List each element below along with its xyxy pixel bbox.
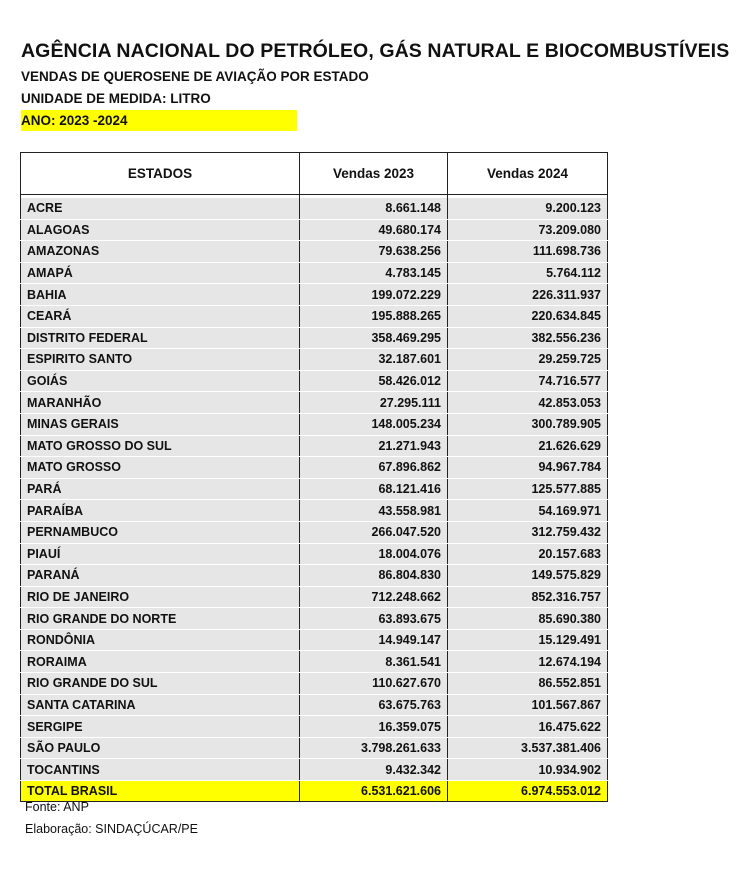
total-row: [21, 781, 608, 802]
state-name: RIO GRANDE DO NORTE: [21, 608, 300, 630]
sales-2024: 86.552.851: [448, 673, 608, 695]
source-note: Fonte: ANP: [25, 800, 89, 814]
sales-2023: 148.005.234: [300, 413, 448, 435]
sales-2023: 14.949.147: [300, 629, 448, 651]
table-row: [21, 457, 608, 479]
sales-2024: 10.934.902: [448, 759, 608, 781]
year-label: ANO: 2023 -2024: [21, 110, 297, 131]
table-row: [21, 262, 608, 284]
sales-2023: 195.888.265: [300, 305, 448, 327]
sales-2023: 63.893.675: [300, 608, 448, 630]
table-row: [21, 759, 608, 781]
state-name: CEARÁ: [21, 305, 300, 327]
state-name: RORAIMA: [21, 651, 300, 673]
state-name: MATO GROSSO DO SUL: [21, 435, 300, 457]
state-name: ACRE: [21, 198, 300, 219]
sales-2023: 67.896.862: [300, 457, 448, 479]
sales-2023: 8.361.541: [300, 651, 448, 673]
state-name: SERGIPE: [21, 716, 300, 738]
table-row: [21, 413, 608, 435]
state-name: TOCANTINS: [21, 759, 300, 781]
sales-2024: 9.200.123: [448, 198, 608, 219]
column-header-estados: ESTADOS: [21, 153, 300, 195]
table-row: [21, 370, 608, 392]
state-name: ESPIRITO SANTO: [21, 349, 300, 371]
sales-2023: 16.359.075: [300, 716, 448, 738]
sales-2023: 4.783.145: [300, 262, 448, 284]
state-name: PARANÁ: [21, 565, 300, 587]
sales-2023: 32.187.601: [300, 349, 448, 371]
sales-2024: 312.759.432: [448, 521, 608, 543]
state-name: DISTRITO FEDERAL: [21, 327, 300, 349]
sales-2024: 3.537.381.406: [448, 737, 608, 759]
sales-2023: 8.661.148: [300, 198, 448, 219]
sales-table: [20, 152, 608, 802]
state-name: GOIÁS: [21, 370, 300, 392]
total-2023: 6.531.621.606: [300, 781, 448, 802]
column-header-vendas-2023: Vendas 2023: [300, 153, 448, 195]
state-name: SANTA CATARINA: [21, 694, 300, 716]
sales-2023: 63.675.763: [300, 694, 448, 716]
table-row: [21, 543, 608, 565]
state-name: PERNAMBUCO: [21, 521, 300, 543]
state-name: MATO GROSSO: [21, 457, 300, 479]
state-name: SÃO PAULO: [21, 737, 300, 759]
credit-note: Elaboração: SINDAÇÚCAR/PE: [25, 822, 198, 836]
sales-2023: 68.121.416: [300, 478, 448, 500]
sales-2024: 226.311.937: [448, 284, 608, 306]
sales-2024: 15.129.491: [448, 629, 608, 651]
state-name: AMAPÁ: [21, 262, 300, 284]
table-row: [21, 349, 608, 371]
sales-2024: 111.698.736: [448, 241, 608, 263]
table-row: [21, 284, 608, 306]
sales-2023: 18.004.076: [300, 543, 448, 565]
sales-2024: 20.157.683: [448, 543, 608, 565]
sales-2024: 149.575.829: [448, 565, 608, 587]
sales-2024: 74.716.577: [448, 370, 608, 392]
sales-2024: 94.967.784: [448, 457, 608, 479]
sales-2023: 199.072.229: [300, 284, 448, 306]
sales-2024: 12.674.194: [448, 651, 608, 673]
table-row: [21, 608, 608, 630]
state-name: RIO DE JANEIRO: [21, 586, 300, 608]
sales-2023: 27.295.111: [300, 392, 448, 414]
total-2024: 6.974.553.012: [448, 781, 608, 802]
state-name: ALAGOAS: [21, 219, 300, 241]
sales-2023: 86.804.830: [300, 565, 448, 587]
table-row: [21, 478, 608, 500]
state-name: RIO GRANDE DO SUL: [21, 673, 300, 695]
table-row: [21, 435, 608, 457]
sales-2024: 73.209.080: [448, 219, 608, 241]
table-row: [21, 198, 608, 219]
table-row: [21, 565, 608, 587]
sales-2024: 852.316.757: [448, 586, 608, 608]
table-row: [21, 500, 608, 522]
sales-2024: 220.634.845: [448, 305, 608, 327]
sales-2024: 382.556.236: [448, 327, 608, 349]
sales-2023: 358.469.295: [300, 327, 448, 349]
state-name: MARANHÃO: [21, 392, 300, 414]
sales-2024: 42.853.053: [448, 392, 608, 414]
document-title: AGÊNCIA NACIONAL DO PETRÓLEO, GÁS NATURAL E BIOCOMBUSTÍVEIS: [21, 40, 730, 62]
table-row: [21, 305, 608, 327]
sales-2023: 3.798.261.633: [300, 737, 448, 759]
sales-2024: 300.789.905: [448, 413, 608, 435]
sales-2023: 79.638.256: [300, 241, 448, 263]
table-row: [21, 327, 608, 349]
sales-2023: 49.680.174: [300, 219, 448, 241]
table-row: [21, 241, 608, 263]
total-label: TOTAL BRASIL: [21, 781, 300, 802]
sales-2023: 110.627.670: [300, 673, 448, 695]
table-header-row: [21, 153, 608, 195]
state-name: PARAÍBA: [21, 500, 300, 522]
table-row: [21, 586, 608, 608]
sales-2023: 43.558.981: [300, 500, 448, 522]
sales-2024: 85.690.380: [448, 608, 608, 630]
sales-2024: 54.169.971: [448, 500, 608, 522]
sales-2024: 21.626.629: [448, 435, 608, 457]
state-name: MINAS GERAIS: [21, 413, 300, 435]
table-row: [21, 737, 608, 759]
table-row: [21, 651, 608, 673]
sales-2024: 29.259.725: [448, 349, 608, 371]
table-row: [21, 716, 608, 738]
state-name: RONDÔNIA: [21, 629, 300, 651]
table-body: [21, 198, 608, 781]
table-row: [21, 673, 608, 695]
sales-2023: 9.432.342: [300, 759, 448, 781]
sales-2024: 5.764.112: [448, 262, 608, 284]
state-name: BAHIA: [21, 284, 300, 306]
sales-2023: 21.271.943: [300, 435, 448, 457]
document-subtitle: VENDAS DE QUEROSENE DE AVIAÇÃO POR ESTADO: [21, 69, 369, 84]
column-header-vendas-2024: Vendas 2024: [448, 153, 608, 195]
sales-2024: 16.475.622: [448, 716, 608, 738]
sales-2023: 712.248.662: [300, 586, 448, 608]
table-row: [21, 219, 608, 241]
unit-of-measure: UNIDADE DE MEDIDA: LITRO: [21, 91, 211, 106]
sales-2024: 125.577.885: [448, 478, 608, 500]
table-row: [21, 629, 608, 651]
sales-2023: 266.047.520: [300, 521, 448, 543]
state-name: PIAUÍ: [21, 543, 300, 565]
sales-2023: 58.426.012: [300, 370, 448, 392]
state-name: PARÁ: [21, 478, 300, 500]
table-row: [21, 521, 608, 543]
table-row: [21, 694, 608, 716]
table-row: [21, 392, 608, 414]
sales-2024: 101.567.867: [448, 694, 608, 716]
state-name: AMAZONAS: [21, 241, 300, 263]
